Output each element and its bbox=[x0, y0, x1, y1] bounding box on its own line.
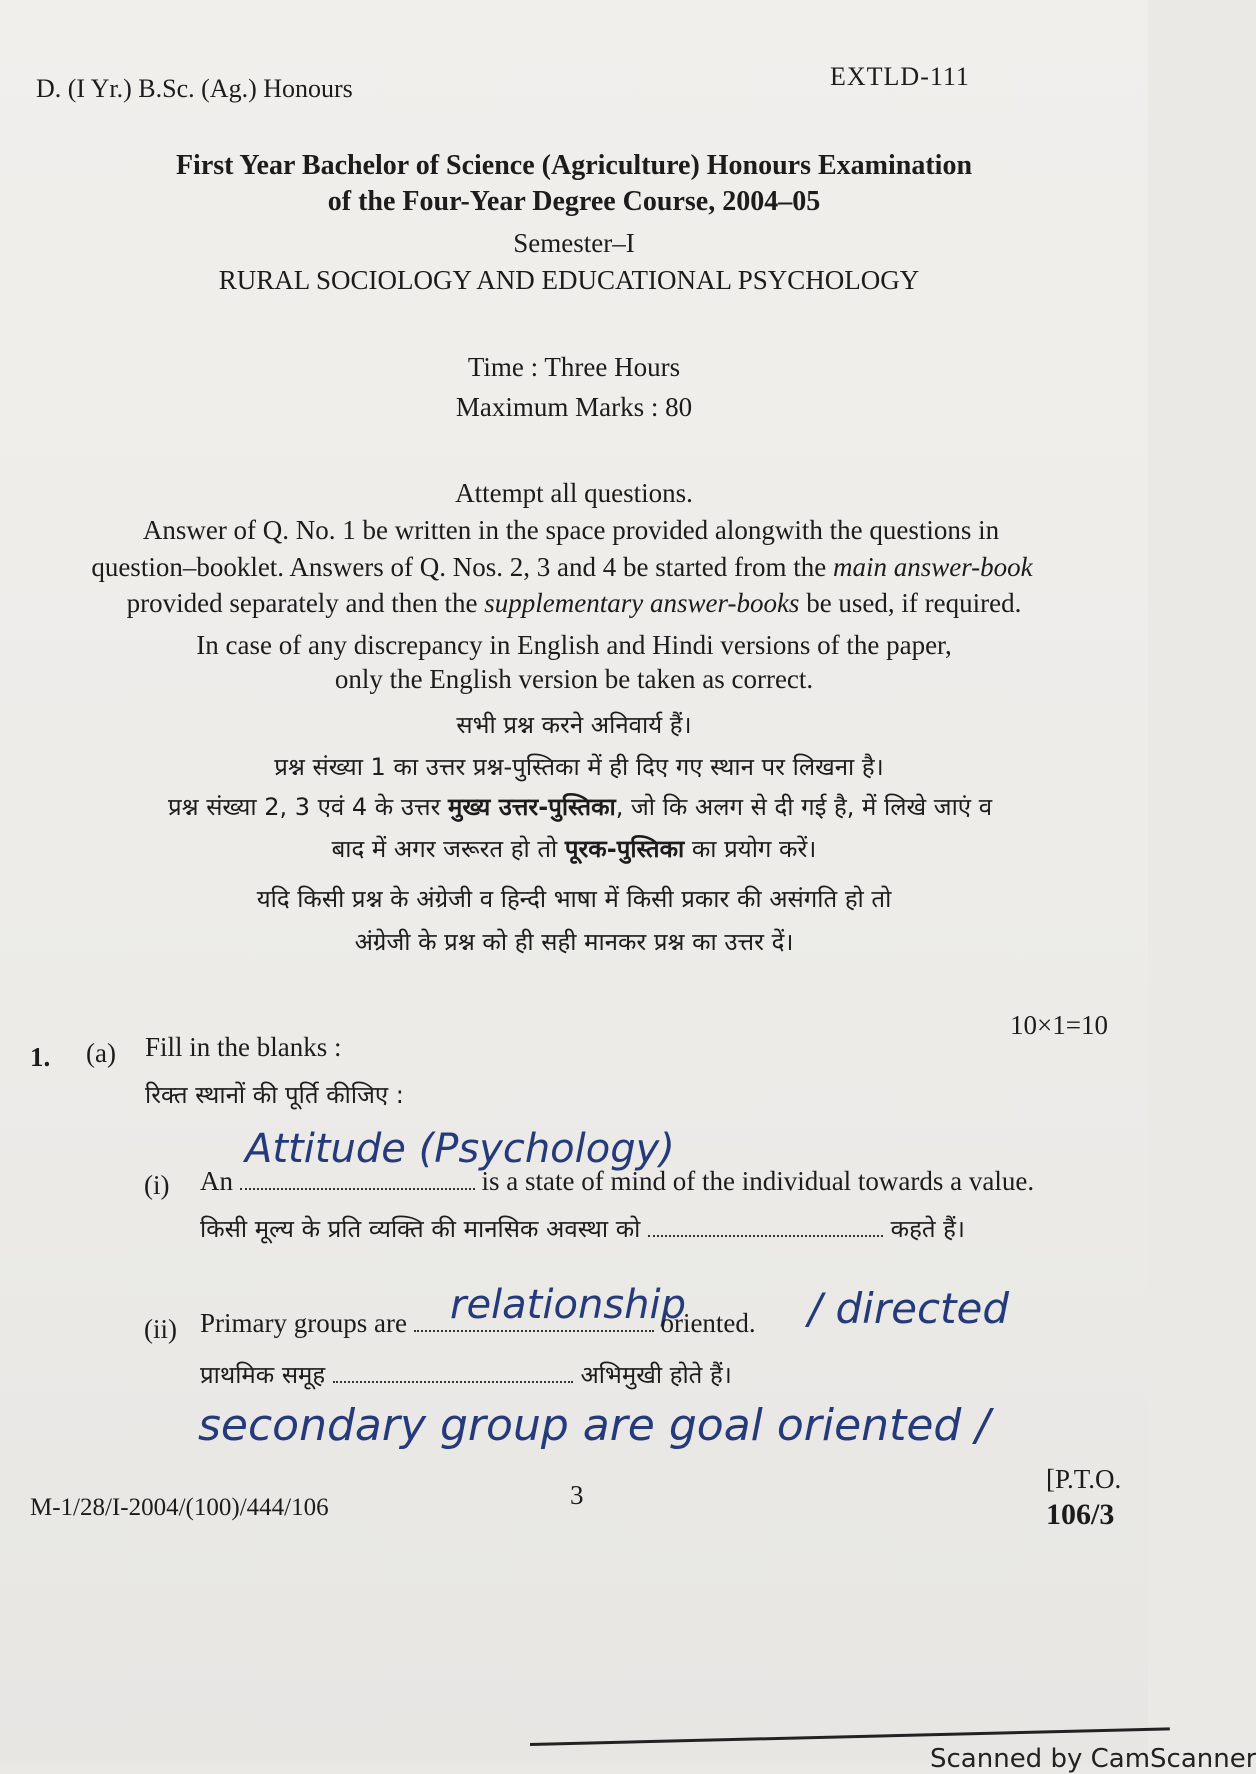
handwritten-answer-2: relationship bbox=[450, 1282, 686, 1328]
instruction-hi-3: बाद में अगर जरूरत हो तो पूरक-पुस्तिका का प्रयोग करें। bbox=[331, 835, 817, 863]
instruction-hi-5: अंग्रेजी के प्रश्न को ही सही मानकर प्रश्न का उत्तर दें। bbox=[354, 928, 794, 956]
item-1-line-hi: किसी मूल्य के प्रति व्यक्ति की मानसिक अवस्था को कहते हैं। bbox=[200, 1215, 965, 1243]
instruction-en-4: In case of any discrepancy in English and Hindi versions of the paper, bbox=[196, 630, 952, 660]
handwritten-answer-1: Attitude (Psychology) bbox=[245, 1126, 675, 1172]
handwritten-note: secondary group are goal oriented / bbox=[198, 1400, 991, 1451]
semester: Semester–I bbox=[513, 228, 635, 258]
course-code: D. (I Yr.) B.Sc. (Ag.) Honours bbox=[36, 74, 353, 103]
item-1-line-en: An is a state of mind of the individual towards a value. bbox=[200, 1166, 1035, 1196]
time: Time : Three Hours bbox=[467, 352, 681, 382]
subject-title: RURAL SOCIOLOGY AND EDUCATIONAL PSYCHOLOGY bbox=[218, 265, 920, 295]
title-line-1: First Year Bachelor of Science (Agriculture) Honours Examination bbox=[175, 150, 973, 181]
blank-line bbox=[414, 1329, 654, 1332]
instruction-hi-2: प्रश्न संख्या 2, 3 एवं 4 के उत्तर मुख्य उत्तर-पुस्तिका, जो कि अलग से दी गई है, में लिखे जाएं व bbox=[167, 793, 993, 821]
page-number: 3 bbox=[570, 1480, 584, 1510]
instruction-hi-1: प्रश्न संख्या 1 का उत्तर प्रश्न-पुस्तिका में ही दिए गए स्थान पर लिखना है। bbox=[274, 753, 884, 781]
question-prompt-hi: रिक्त स्थानों की पूर्ति कीजिए : bbox=[145, 1081, 404, 1109]
footer-ref: 106/3 bbox=[1046, 1498, 1115, 1531]
footer-code: M-1/28/I-2004/(100)/444/106 bbox=[30, 1494, 329, 1521]
blank-line bbox=[333, 1380, 573, 1383]
question-number: 1. bbox=[30, 1042, 51, 1072]
instruction-en-1: Answer of Q. No. 1 be written in the space provided alongwith the questions in bbox=[142, 515, 1000, 545]
attempt-all-hi: सभी प्रश्न करने अनिवार्य हैं। bbox=[456, 711, 692, 739]
question-prompt-en: Fill in the blanks : bbox=[145, 1032, 342, 1062]
max-marks: Maximum Marks : 80 bbox=[455, 392, 693, 422]
item-1-label: (i) bbox=[144, 1170, 170, 1200]
item-2-label: (ii) bbox=[144, 1314, 177, 1344]
instruction-en-2: question–booklet. Answers of Q. Nos. 2, 3 and 4 be started from the main answer-book bbox=[91, 552, 1033, 582]
paper-code: EXTLD-111 bbox=[830, 62, 970, 91]
question-marks: 10×1=10 bbox=[1010, 1010, 1108, 1040]
handwritten-answer-2-extra: / directed bbox=[808, 1284, 1009, 1333]
title-line-2: of the Four-Year Degree Course, 2004–05 bbox=[327, 186, 821, 217]
blank-line bbox=[240, 1187, 475, 1190]
attempt-all-en: Attempt all questions. bbox=[455, 478, 693, 508]
pto: [P.T.O. bbox=[1046, 1464, 1122, 1494]
question-part: (a) bbox=[86, 1038, 116, 1068]
scanner-watermark: Scanned by CamScanner bbox=[930, 1744, 1256, 1774]
instruction-en-3: provided separately and then the supplementary answer-books be used, if required. bbox=[126, 588, 1022, 618]
blank-line bbox=[648, 1234, 883, 1237]
item-2-line-en: Primary groups are oriented. bbox=[200, 1308, 756, 1338]
item-2-line-hi: प्राथमिक समूह अभिमुखी होते हैं। bbox=[200, 1361, 732, 1389]
instruction-hi-4: यदि किसी प्रश्न के अंग्रेजी व हिन्दी भाषा में किसी प्रकार की असंगति हो तो bbox=[256, 885, 892, 913]
instruction-en-5: only the English version be taken as correct. bbox=[334, 664, 814, 694]
